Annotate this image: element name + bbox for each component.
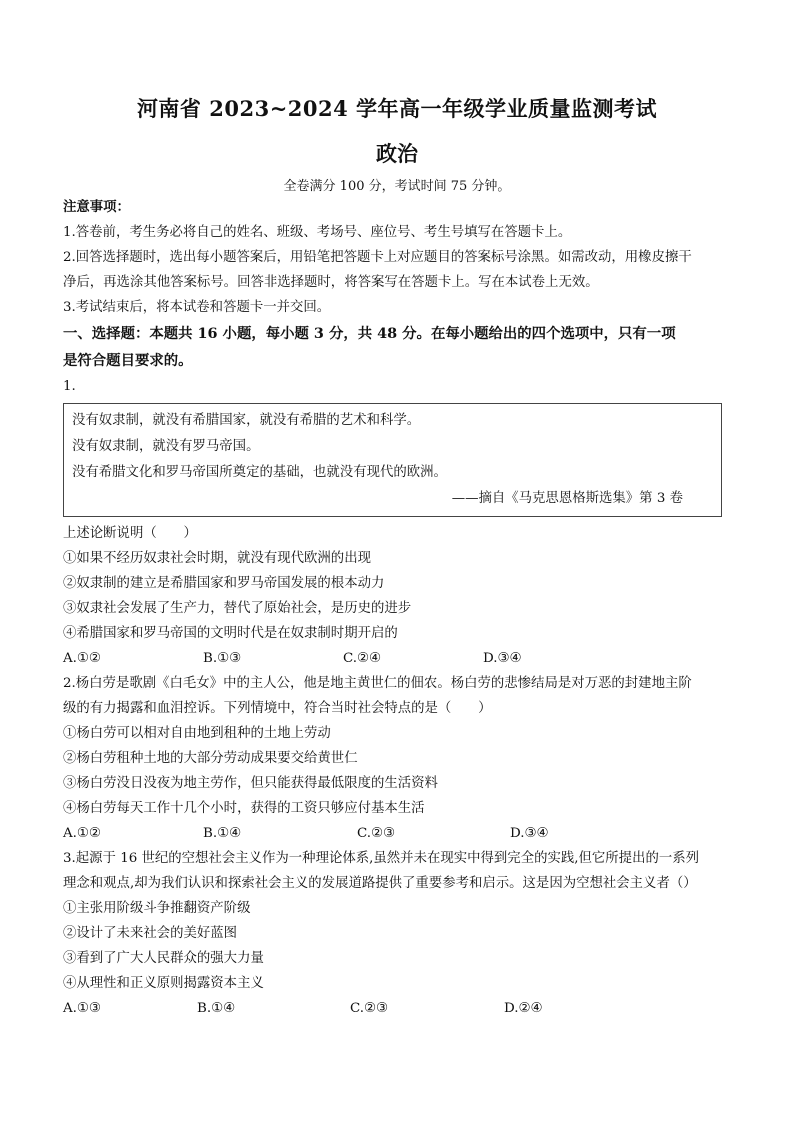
q3-item: ①主张用阶级斗争推翻资产阶级 bbox=[63, 901, 251, 916]
q1-options bbox=[63, 646, 728, 671]
q2-item: ①杨白劳可以相对自由地到租种的土地上劳动 bbox=[63, 726, 331, 741]
q3-item: ③看到了广大人民群众的强大力量 bbox=[63, 951, 264, 966]
q3-options bbox=[63, 996, 728, 1021]
q2-item: ②杨白劳租种土地的大部分劳动成果要交给黄世仁 bbox=[63, 751, 358, 766]
notes-heading: 注意事项： bbox=[63, 199, 130, 215]
q2-option-b[interactable]: B.①④ bbox=[203, 826, 242, 841]
q3-stem-line: 理念和观点,却为我们认识和探索社会主义的发展道路提供了重要参考和启示。这是因为空想社会主义者（） bbox=[63, 876, 697, 891]
quote-citation: ——摘自《马克思恩格斯选集》第 3 卷 bbox=[451, 491, 683, 506]
q3-option-d[interactable]: D.②④ bbox=[504, 1001, 543, 1016]
note-item: 1.答卷前，考生务必将自己的姓名、班级、考场号、座位号、考生号填写在答题卡上。 bbox=[63, 225, 572, 240]
q3-option-a[interactable]: A.①③ bbox=[63, 1001, 101, 1016]
q1-item: ③奴隶社会发展了生产力，替代了原始社会，是历史的进步 bbox=[63, 601, 412, 616]
exam-subject: 政治 bbox=[376, 141, 418, 166]
q3-item: ④从理性和正义原则揭露资本主义 bbox=[63, 976, 264, 991]
exam-meta: 全卷满分 100 分，考试时间 75 分钟。 bbox=[283, 179, 511, 194]
q1-option-a[interactable]: A.①② bbox=[63, 651, 101, 666]
quote-line: 没有希腊文化和罗马帝国所奠定的基础，也就没有现代的欧洲。 bbox=[72, 465, 447, 480]
quote-line: 没有奴隶制，就没有希腊国家，就没有希腊的艺术和科学。 bbox=[72, 413, 421, 428]
section-heading-cont: 是符合题目要求的。 bbox=[63, 352, 193, 369]
section-heading: 一、选择题：本题共 16 小题，每小题 3 分，共 48 分。在每小题给出的四个选项中，只有一项 bbox=[63, 325, 676, 342]
q1-item: ④希腊国家和罗马帝国的文明时代是在奴隶制时期开启的 bbox=[63, 626, 398, 641]
q1-option-c[interactable]: C.②④ bbox=[343, 651, 382, 666]
q2-option-a[interactable]: A.①② bbox=[63, 826, 101, 841]
note-item: 2.回答选择题时，选出每小题答案后，用铅笔把答题卡上对应题目的答案标号涂黑。如需改动，用橡皮擦干 bbox=[63, 250, 692, 265]
q2-options bbox=[63, 821, 728, 846]
q1-number: 1. bbox=[63, 379, 76, 394]
q1-quote-box bbox=[63, 403, 722, 517]
q3-item: ②设计了未来社会的美好蓝图 bbox=[63, 926, 238, 941]
q3-option-b[interactable]: B.①④ bbox=[197, 1001, 236, 1016]
q2-option-d[interactable]: D.③④ bbox=[510, 826, 549, 841]
note-item: 3.考试结束后，将本试卷和答题卡一并交回。 bbox=[63, 300, 331, 315]
q2-stem-line: 级的有力揭露和血泪控诉。下列情境中，符合当时社会特点的是（ ） bbox=[63, 701, 492, 716]
q1-option-b[interactable]: B.①③ bbox=[203, 651, 242, 666]
q1-item: ①如果不经历奴隶社会时期，就没有现代欧洲的出现 bbox=[63, 551, 371, 566]
q1-item: ②奴隶制的建立是希腊国家和罗马帝国发展的根本动力 bbox=[63, 576, 385, 591]
exam-body bbox=[63, 195, 728, 1021]
q2-option-c[interactable]: C.②③ bbox=[357, 826, 396, 841]
q2-stem-line: 2.杨白劳是歌剧《白毛女》中的主人公，他是地主黄世仁的佃农。杨白劳的悲惨结局是对万恶的封建地主阶 bbox=[63, 676, 692, 691]
q2-item: ③杨白劳没日没夜为地主劳作，但只能获得最低限度的生活资料 bbox=[63, 776, 438, 791]
note-item: 净后，再选涂其他答案标号。回答非选择题时，将答案写在答题卡上。写在本试卷上无效。 bbox=[63, 275, 599, 290]
q3-stem-line: 3.起源于 16 世纪的空想社会主义作为一种理论体系,虽然并未在现实中得到完全的实践,但它所提出的一系列 bbox=[63, 851, 700, 866]
quote-line: 没有奴隶制，就没有罗马帝国。 bbox=[72, 439, 260, 454]
q1-option-d[interactable]: D.③④ bbox=[483, 651, 522, 666]
q3-option-c[interactable]: C.②③ bbox=[350, 1001, 389, 1016]
q2-item: ④杨白劳每天工作十几个小时，获得的工资只够应付基本生活 bbox=[63, 801, 425, 816]
exam-title: 河南省 2023~2024 学年高一年级学业质量监测考试 bbox=[136, 96, 658, 121]
q1-stem: 上述论断说明（ ） bbox=[63, 526, 197, 541]
